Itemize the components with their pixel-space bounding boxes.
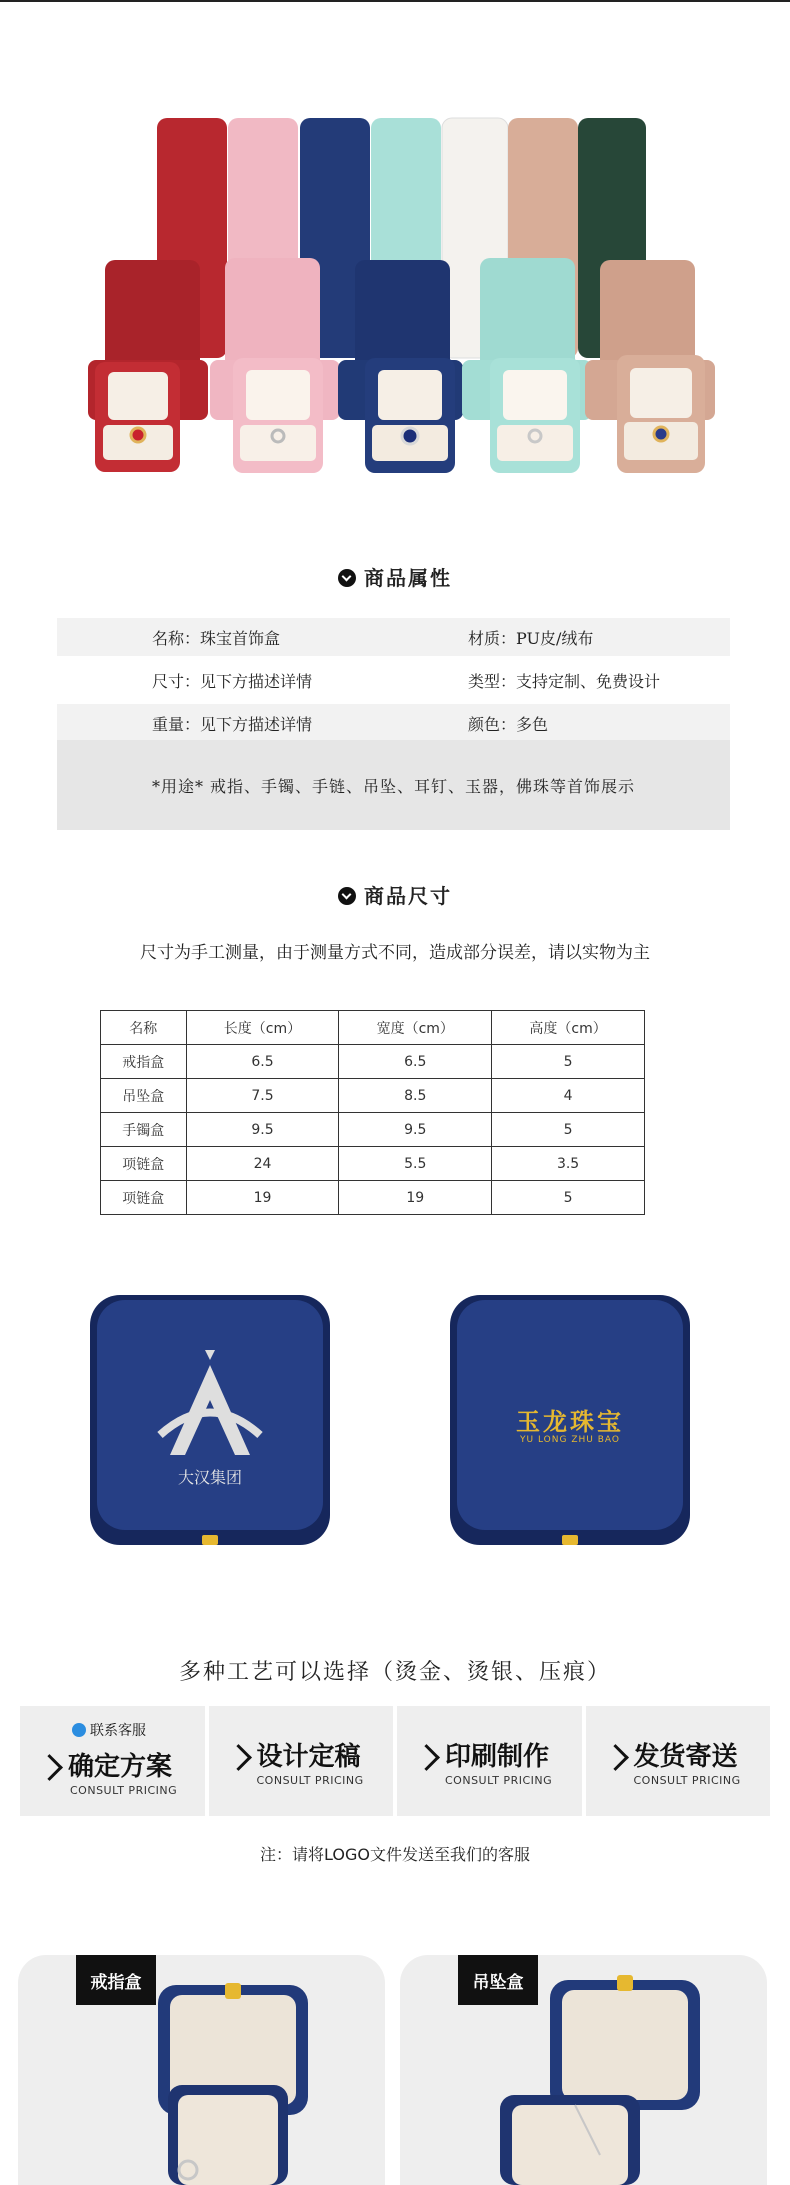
table-cell: 4 — [492, 1079, 645, 1113]
table-row — [101, 1113, 645, 1147]
chevron-right-icon — [602, 1744, 629, 1771]
measurement-note: 尺寸为手工测量，由于测量方式不同，造成部分误差，请以实物为主 — [140, 943, 650, 963]
attribute-color: 颜色：多色 — [468, 714, 549, 734]
craft-title: 多种工艺可以选择（烫金、烫银、压痕） — [178, 1660, 611, 1685]
attributes-table — [57, 618, 730, 742]
table-cell: 手镯盒 — [101, 1113, 187, 1147]
step-label: 确定方案 — [68, 1752, 173, 1782]
right-logo-subtext: YU LONG ZHU BAO — [520, 1435, 620, 1445]
chevron-right-icon — [36, 1754, 63, 1781]
step-printing — [397, 1706, 582, 1816]
table-cell: 5.5 — [339, 1147, 492, 1181]
table-cell: 24 — [186, 1147, 339, 1181]
size-section-title: 商品尺寸 — [0, 880, 790, 909]
navy-box-silver-logo-image — [85, 1290, 335, 1550]
table-cell: 19 — [339, 1181, 492, 1215]
right-logo-text: 玉龙珠宝 — [516, 1407, 624, 1436]
product-card-ring-box[interactable] — [18, 1955, 385, 2185]
table-row — [101, 1181, 645, 1215]
table-cell: 6.5 — [186, 1045, 339, 1079]
pendant-box-image — [400, 1955, 767, 2185]
chevron-right-icon — [413, 1744, 440, 1771]
table-header-row — [101, 1011, 645, 1045]
step-sub: CONSULT PRICING — [633, 1774, 741, 1787]
table-cell: 3.5 — [492, 1147, 645, 1181]
table-cell: 5 — [492, 1045, 645, 1079]
table-cell: 8.5 — [339, 1079, 492, 1113]
column-header: 宽度（cm） — [339, 1011, 492, 1045]
ring-box-image — [18, 1955, 385, 2185]
product-tag: 吊坠盒 — [458, 1955, 538, 2005]
step-shipping — [586, 1706, 771, 1816]
chevron-down-icon — [338, 569, 356, 587]
table-row — [101, 1079, 645, 1113]
left-logo-text: 大汉集团 — [177, 1468, 242, 1487]
hero-jewelry-boxes-image — [0, 100, 790, 490]
table-row — [101, 1045, 645, 1079]
table-cell: 项链盒 — [101, 1147, 187, 1181]
attribute-row — [57, 656, 730, 704]
column-header: 长度（cm） — [186, 1011, 339, 1045]
chat-icon — [72, 1723, 86, 1737]
logo-sample-gold — [445, 1290, 695, 1550]
table-row — [101, 1147, 645, 1181]
table-cell: 5 — [492, 1181, 645, 1215]
step-sub: CONSULT PRICING — [256, 1774, 364, 1787]
usage-note: *用途* 戒指、手镯、手链、吊坠、耳钉、玉器，佛珠等首饰展示 — [57, 740, 730, 830]
step-label: 设计定稿 — [256, 1742, 361, 1772]
step-sub: CONSULT PRICING — [70, 1784, 178, 1797]
table-cell: 7.5 — [186, 1079, 339, 1113]
step-label: 发货寄送 — [633, 1742, 738, 1772]
product-tag: 戒指盒 — [76, 1955, 156, 2005]
product-card-pendant-box[interactable] — [400, 1955, 767, 2185]
step-label: 印刷制作 — [445, 1742, 550, 1772]
process-steps — [20, 1706, 770, 1816]
attribute-row — [57, 704, 730, 742]
table-cell: 吊坠盒 — [101, 1079, 187, 1113]
table-cell: 9.5 — [186, 1113, 339, 1147]
attribute-row — [57, 618, 730, 656]
attribute-size: 尺寸：见下方描述详情 — [152, 671, 313, 691]
table-cell: 项链盒 — [101, 1181, 187, 1215]
table-cell: 6.5 — [339, 1045, 492, 1079]
attribute-name: 名称：珠宝首饰盒 — [152, 628, 281, 648]
contact-service-link[interactable]: 联系客服 — [72, 1720, 146, 1740]
attribute-weight: 重量：见下方描述详情 — [152, 714, 313, 734]
logo-sample-silver — [85, 1290, 335, 1550]
chevron-right-icon — [225, 1744, 252, 1771]
chevron-down-icon — [338, 887, 356, 905]
step-design — [209, 1706, 394, 1816]
logo-upload-note: 注：请将LOGO文件发送至我们的客服 — [260, 1845, 530, 1864]
table-cell: 5 — [492, 1113, 645, 1147]
table-cell: 戒指盒 — [101, 1045, 187, 1079]
attribute-type: 类型：支持定制、免费设计 — [468, 671, 661, 691]
size-table — [100, 1010, 645, 1215]
attribute-material: 材质：PU皮/绒布 — [468, 628, 594, 648]
column-header: 名称 — [101, 1011, 187, 1045]
step-confirm-plan — [20, 1706, 205, 1816]
table-cell: 19 — [186, 1181, 339, 1215]
column-header: 高度（cm） — [492, 1011, 645, 1045]
attributes-section-title: 商品属性 — [0, 562, 790, 591]
table-cell: 9.5 — [339, 1113, 492, 1147]
step-sub: CONSULT PRICING — [445, 1774, 553, 1787]
top-border — [0, 0, 790, 2]
